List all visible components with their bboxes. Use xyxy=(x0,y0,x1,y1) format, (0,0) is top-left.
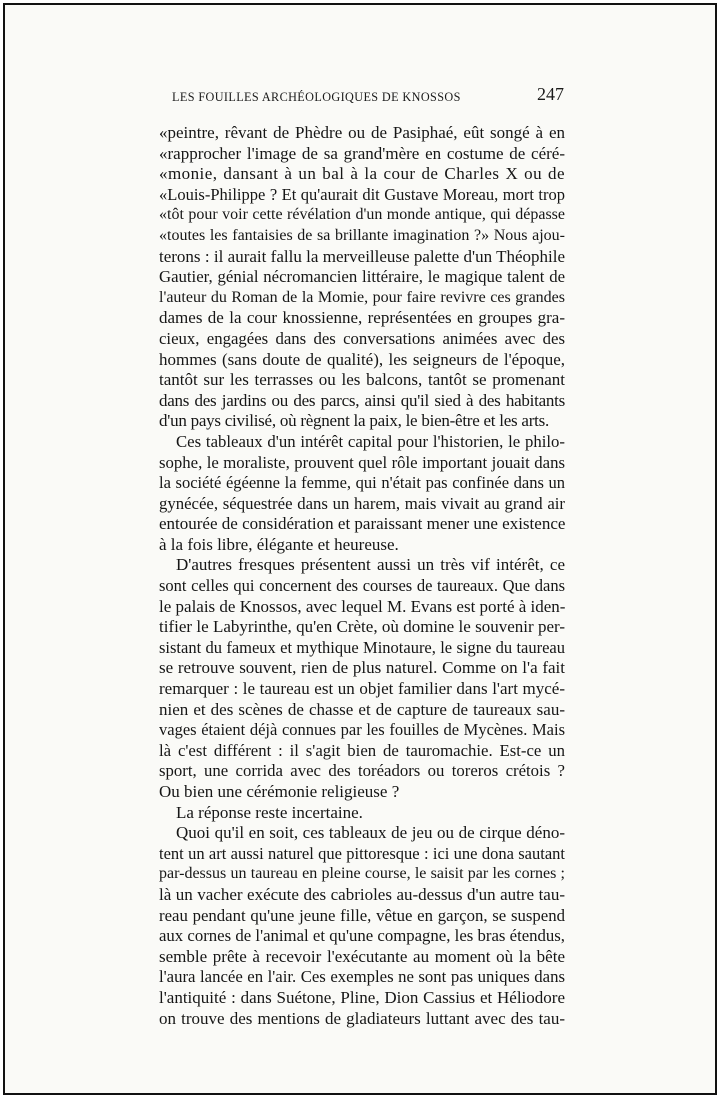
text-line: sont celles qui concernent des courses de taureaux. Que dans xyxy=(159,576,565,596)
text-line: Ces tableaux d'un intérêt capital pour l'historien, le philo- xyxy=(176,431,565,451)
text-line: cieux, engagées dans des conversations animées avec des xyxy=(159,328,565,348)
text-line: semble prête à recevoir l'exécutante au moment où la bête xyxy=(159,946,565,966)
text-line: le palais de Knossos, avec lequel M. Evans est porté à iden- xyxy=(159,596,566,616)
body-text xyxy=(159,123,565,1029)
text-line: se retrouve souvent, rien de plus naturel. Comme on l'a fait xyxy=(159,658,565,678)
text-line: «rapprocher l'image de sa grand'mère en costume de céré- xyxy=(159,143,565,163)
text-line: l'auteur du Roman de la Momie, pour faire revivre ces grandes xyxy=(159,288,565,306)
text-line: «tôt pour voir cette révélation d'un monde antique, qui dépasse xyxy=(159,206,565,224)
text-line: «peintre, rêvant de Phèdre ou de Pasiphaé, eût songé à en xyxy=(159,123,565,142)
text-line: tantôt sur les terrasses ou les balcons, tantôt se promenant xyxy=(159,370,565,390)
text-line: dames de la cour knossienne, représentées en groupes gra- xyxy=(159,308,565,328)
text-line: là un vacher exécute des cabrioles au-dessus d'un autre tau- xyxy=(159,884,565,904)
text-line: on trouve des mentions de gladiateurs luttant avec des tau- xyxy=(159,1008,565,1028)
text-line: tent un art aussi naturel que pittoresque : ici une dona sautant xyxy=(159,843,565,863)
text-line: Quoi qu'il en soit, ces tableaux de jeu ou de cirque déno- xyxy=(176,823,565,843)
text-line: vages étaient déjà connues par les fouilles de Mycènes. Mais xyxy=(159,720,565,740)
text-line: nien et des scènes de chasse et de capture de taureaux sau- xyxy=(159,699,565,719)
text-line: là c'est différent : il s'agit bien de tauromachie. Est-ce un xyxy=(159,740,565,760)
text-line: «Louis-Philippe ? Et qu'aurait dit Gustave Moreau, mort trop xyxy=(159,184,565,204)
text-line: hommes (sans doute de qualité), les seigneurs de l'époque, xyxy=(159,349,565,369)
text-line: par-dessus un taureau en pleine course, le saisit par les cornes ; xyxy=(159,865,565,883)
text-line: d'un pays civilisé, où règnent la paix, le bien-être et les arts. xyxy=(159,411,549,431)
text-line: «monie, dansant à un bal à la cour de Charles X ou de xyxy=(159,164,565,184)
text-line: aux cornes de l'animal et qu'une compagne, les bras étendus, xyxy=(159,926,565,946)
text-line: sistant du fameux et mythique Minotaure, le signe du taureau xyxy=(159,637,565,657)
text-line: la société égéenne la femme, qui n'était pas confinée dans un xyxy=(159,473,565,493)
text-line: tifier le Labyrinthe, qu'en Crète, où domine le souvenir per- xyxy=(159,617,565,637)
text-line: sophe, le moraliste, prouvent quel rôle important jouait dans xyxy=(159,452,565,472)
text-line: D'autres fresques présentent aussi un très vif intérêt, ce xyxy=(176,555,565,575)
text-line: reau pendant qu'une jeune fille, vêtue en garçon, se suspend xyxy=(159,905,565,925)
text-line: entourée de considération et paraissant mener une existence xyxy=(159,514,566,534)
text-line: La réponse reste incertaine. xyxy=(176,802,363,822)
text-line: l'aura lancée en l'air. Ces exemples ne sont pas uniques dans xyxy=(159,967,565,987)
text-line: dans des jardins ou des parcs, ainsi qu'il sied à des habitants xyxy=(159,390,565,410)
text-line: terons : il aurait fallu la merveilleuse palette d'un Théophile xyxy=(159,246,565,266)
text-line: Ou bien une cérémonie religieuse ? xyxy=(159,782,400,801)
text-line: à la fois libre, élégante et heureuse. xyxy=(159,534,399,554)
text-line: l'antiquité : dans Suétone, Pline, Dion Cassius et Héliodore xyxy=(159,987,565,1007)
running-title: LES FOUILLES ARCHÉOLOGIQUES DE KNOSSOS xyxy=(172,90,461,104)
text-line: remarquer : le taureau est un objet familier dans l'art mycé- xyxy=(159,679,565,699)
text-line: gynécée, séquestrée dans un harem, mais vivait au grand air xyxy=(159,493,565,513)
text-line: Gautier, génial nécromancien littéraire, le magique talent de xyxy=(159,267,565,287)
page-number: 247 xyxy=(537,84,564,104)
text-line: «toutes les fantaisies de sa brillante imagination ?» Nous ajou- xyxy=(159,226,565,244)
text-line: sport, une corrida avec des toréadors ou toreros crétois ? xyxy=(159,761,565,781)
